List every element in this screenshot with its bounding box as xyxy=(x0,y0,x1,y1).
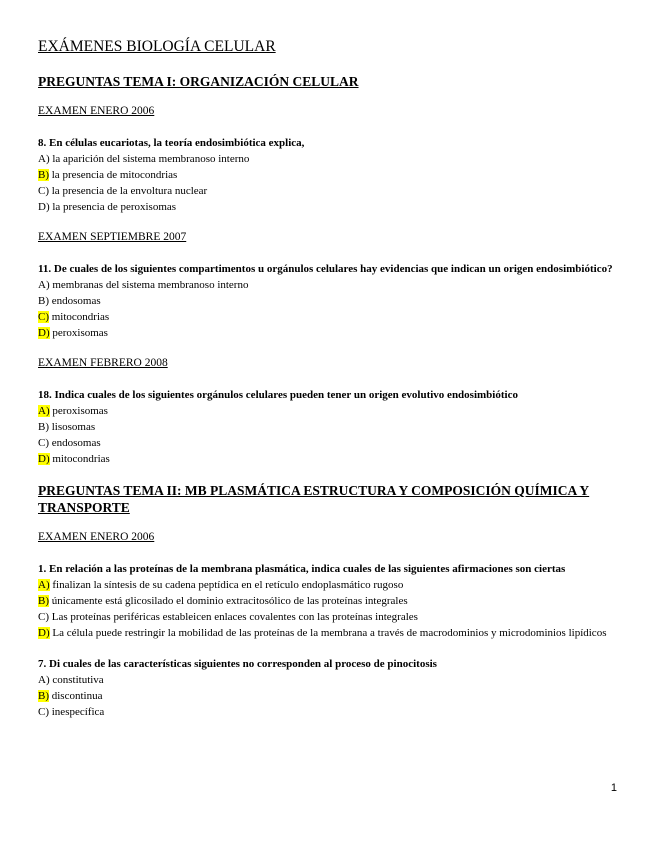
option-text: mitocondrias xyxy=(52,453,110,465)
option-text: la presencia de peroxisomas xyxy=(52,201,177,213)
option-letter: A) xyxy=(38,674,50,686)
option-letter: A) xyxy=(38,153,50,165)
answer-option xyxy=(38,625,618,641)
answer-option xyxy=(38,277,618,293)
option-letter: C) xyxy=(38,706,49,718)
section-title: PREGUNTAS TEMA I: ORGANIZACIÓN CELULAR xyxy=(38,74,359,89)
option-text: endosomas xyxy=(51,295,101,307)
answer-option xyxy=(38,577,618,593)
option-text: peroxisomas xyxy=(52,405,108,417)
document-title: EXÁMENES BIOLOGÍA CELULAR xyxy=(38,38,276,55)
question-block xyxy=(38,656,618,720)
option-text: inespecífica xyxy=(51,706,105,718)
answer-option xyxy=(38,672,618,688)
option-letter: B) xyxy=(38,169,49,181)
answer-option xyxy=(38,609,618,625)
answer-option xyxy=(38,688,618,704)
option-letter: D) xyxy=(38,327,50,339)
option-text: discontinua xyxy=(51,690,103,702)
question-text: 7. Di cuales de las características siguientes no corresponden al proceso de pinocitosis xyxy=(38,658,437,670)
option-text: membranas del sistema membranoso interno xyxy=(52,279,249,291)
option-text: La célula puede restringir la mobilidad de las proteínas de la membrana a través de macrodominios y microdominios lipídicos xyxy=(52,627,607,639)
option-text: endosomas xyxy=(51,437,101,449)
answer-option xyxy=(38,293,618,309)
answer-option xyxy=(38,403,618,419)
option-text: finalizan la síntesis de su cadena peptídica en el retículo endoplasmático rugoso xyxy=(52,579,404,591)
exam-title: EXAMEN ENERO 2006 xyxy=(38,105,155,117)
option-letter: A) xyxy=(38,405,50,417)
answer-option xyxy=(38,451,618,467)
answer-option xyxy=(38,325,618,341)
question-text: 18. Indica cuales de los siguientes orgánulos celulares pueden tener un origen evolutivo endosimbiótico xyxy=(38,389,518,401)
answer-option xyxy=(38,419,618,435)
answer-option xyxy=(38,183,618,199)
option-letter: A) xyxy=(38,579,50,591)
answer-option xyxy=(38,309,618,325)
option-text: peroxisomas xyxy=(52,327,108,339)
option-text: la presencia de la envoltura nuclear xyxy=(51,185,208,197)
option-letter: C) xyxy=(38,185,49,197)
question-block xyxy=(38,135,618,215)
option-text: la presencia de mitocondrias xyxy=(51,169,178,181)
option-text: lisosomas xyxy=(51,421,96,433)
document-page xyxy=(38,38,618,735)
option-letter: C) xyxy=(38,437,49,449)
question-block xyxy=(38,387,618,467)
exam-title: EXAMEN SEPTIEMBRE 2007 xyxy=(38,231,187,243)
answer-option xyxy=(38,151,618,167)
document-content xyxy=(38,73,618,720)
option-text: la aparición del sistema membranoso interno xyxy=(52,153,250,165)
option-letter: D) xyxy=(38,627,50,639)
question-block xyxy=(38,261,618,341)
answer-option xyxy=(38,435,618,451)
option-letter: C) xyxy=(38,311,49,323)
question-text: 11. De cuales de los siguientes compartimentos u orgánulos celulares hay evidencias que indican un origen endosimbiótico? xyxy=(38,263,613,275)
option-letter: B) xyxy=(38,690,49,702)
option-text: Las proteínas periféricas estableicen enlaces covalentes con las proteínas integrales xyxy=(51,611,418,623)
option-letter: C) xyxy=(38,611,49,623)
answer-option xyxy=(38,167,618,183)
answer-option xyxy=(38,704,618,720)
answer-option xyxy=(38,593,618,609)
option-letter: B) xyxy=(38,421,49,433)
question-block xyxy=(38,561,618,641)
option-text: constitutiva xyxy=(52,674,104,686)
option-letter: B) xyxy=(38,595,49,607)
option-letter: D) xyxy=(38,201,50,213)
option-letter: B) xyxy=(38,295,49,307)
section-title: PREGUNTAS TEMA II: MB PLASMÁTICA ESTRUCTURA Y COMPOSICIÓN QUÍMICA Y TRANSPORTE xyxy=(38,483,590,515)
exam-title: EXAMEN ENERO 2006 xyxy=(38,531,155,543)
option-letter: A) xyxy=(38,279,50,291)
page-number: 1 xyxy=(610,782,617,794)
question-text: 8. En células eucariotas, la teoría endosimbiótica explica, xyxy=(38,137,305,149)
option-letter: D) xyxy=(38,453,50,465)
option-text: únicamente está glicosilado el dominio extracitosólico de las proteínas integrales xyxy=(51,595,408,607)
exam-title: EXAMEN FEBRERO 2008 xyxy=(38,357,168,369)
option-text: mitocondrias xyxy=(51,311,110,323)
answer-option xyxy=(38,199,618,215)
question-text: 1. En relación a las proteínas de la membrana plasmática, indica cuales de las siguientes afirmaciones son ciertas xyxy=(38,563,566,575)
